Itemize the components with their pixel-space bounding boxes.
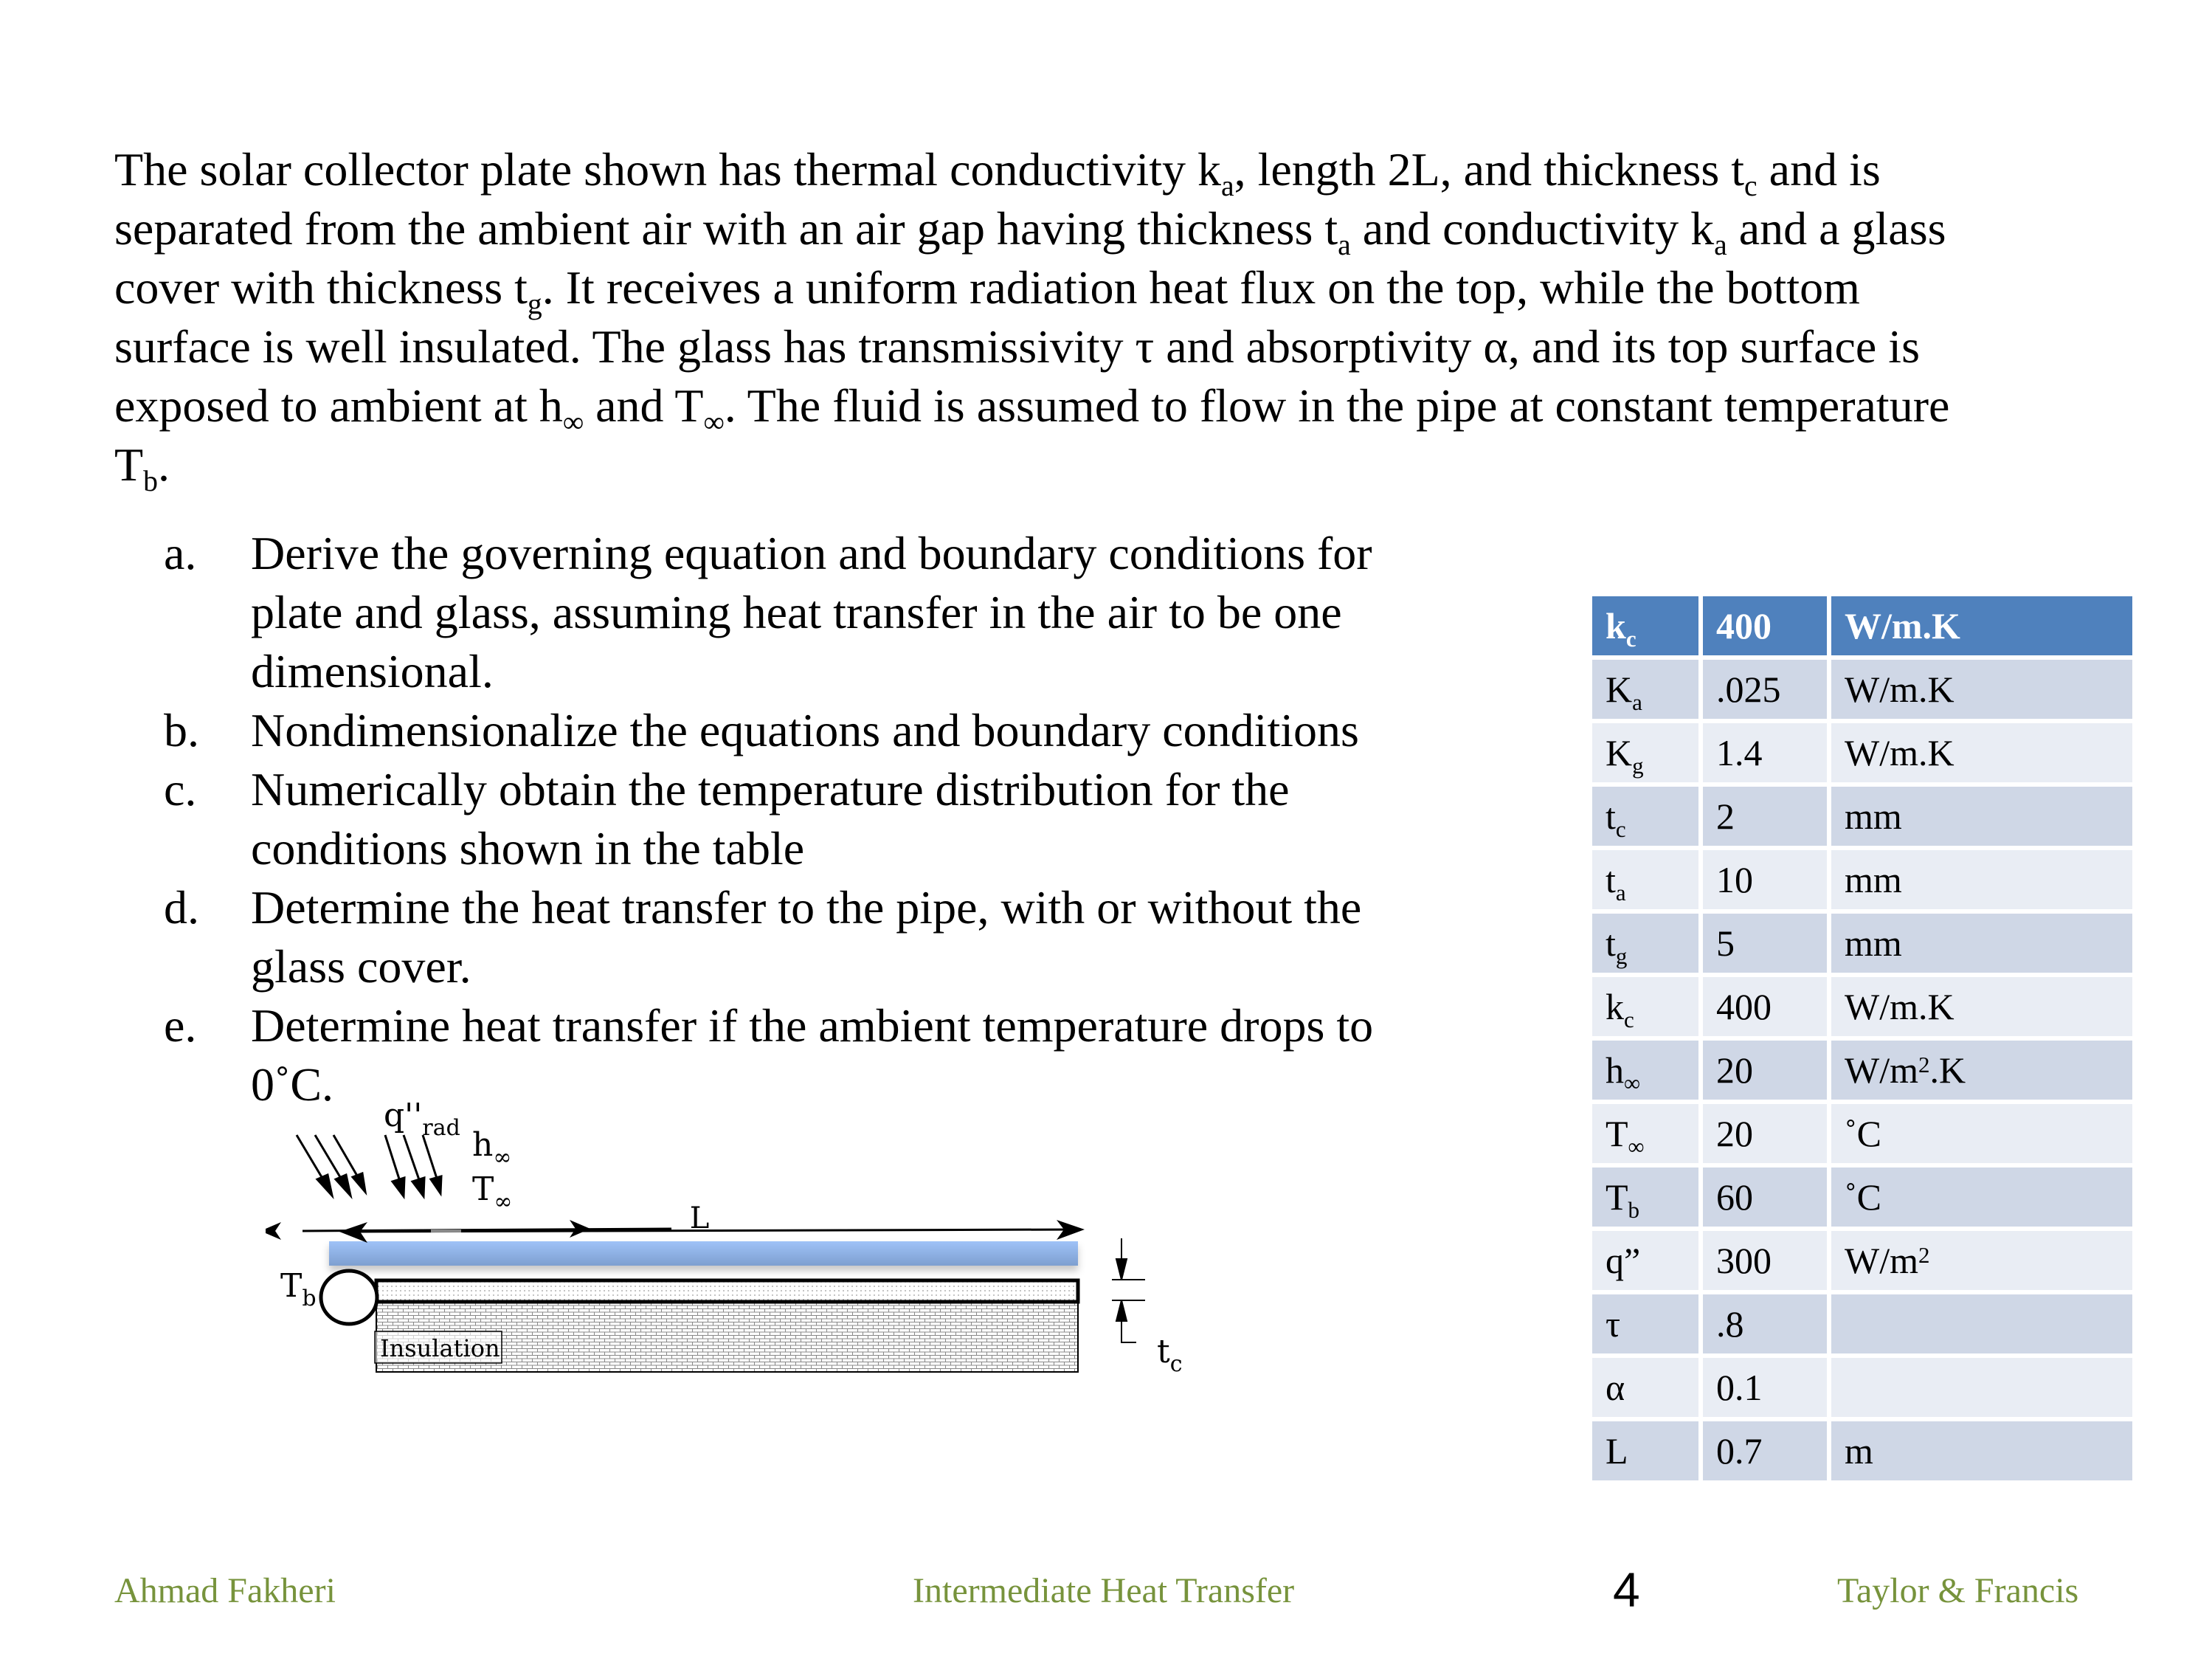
task-marker: b. [164, 704, 199, 756]
subscript: a [1221, 169, 1234, 202]
parameter-unit: mm [1831, 850, 2132, 914]
parameter-value: 300 [1703, 1231, 1827, 1294]
task-marker: a. [164, 527, 197, 579]
task-marker: e. [164, 999, 197, 1052]
thickness-label: $t_c$ [1157, 1333, 1183, 1377]
task-text: 0˚C. [251, 1058, 333, 1111]
parameter-symbol: $t_g$ [1592, 914, 1698, 977]
footer-author: Ahmad Fakheri [114, 1571, 336, 1610]
parameter-value: 20 [1703, 1104, 1827, 1167]
table-row [1592, 1104, 2132, 1167]
thickness-dimension-icon [1112, 1238, 1145, 1342]
parameter-unit: mm [1831, 914, 2132, 977]
parameter-symbol: $T_\infty$ [1592, 1104, 1698, 1167]
parameter-unit: W/m.K [1831, 977, 2132, 1041]
parameter-value: 400 [1703, 977, 1827, 1041]
parameter-value: 5 [1703, 914, 1827, 977]
problem-line: The solar collector plate shown has thermal conductivity $k_a$, length 2L, and thickness $t_c$ and is [114, 143, 1881, 202]
table-row [1592, 660, 2132, 723]
parameter-unit: W/m.K [1831, 723, 2132, 787]
table-row [1592, 787, 2132, 850]
table-row [1592, 1167, 2132, 1231]
task-text: Derive the governing equation and boundary conditions for [251, 527, 1372, 579]
parameter-symbol: $K_g$ [1592, 723, 1698, 787]
problem-line: cover with thickness $t_g$. It receives a uniform radiation heat flux on the top, while the bottom [114, 261, 1860, 320]
parameter-symbol: $T_b$ [1592, 1167, 1698, 1231]
problem-line: separated from the ambient air with an air gap having thickness $t_a$ and conductivity $k_a$ and a glass [114, 202, 1946, 261]
parameter-symbol: $t_c$ [1592, 787, 1698, 850]
task-item [164, 524, 1462, 701]
parameter-value: .025 [1703, 660, 1827, 723]
task-item [164, 878, 1462, 996]
task-marker: d. [164, 881, 199, 934]
parameter-value: .8 [1703, 1294, 1827, 1358]
h-infinity-label: $h_\infty$ [472, 1126, 512, 1170]
parameter-unit: $W/m^2.K$ [1831, 1041, 2132, 1104]
subscript: ∞ [562, 405, 584, 438]
parameter-symbol: τ [1592, 1294, 1698, 1358]
glass-cover [329, 1241, 1078, 1266]
page-number: 4 [1613, 1562, 1640, 1617]
table-row [1592, 1358, 2132, 1421]
parameter-unit: $W/m^2$ [1831, 1231, 2132, 1294]
parameter-unit: W/m.K [1831, 596, 2132, 660]
parameter-symbol: $k_c$ [1592, 596, 1698, 660]
parameter-symbol: $t_a$ [1592, 850, 1698, 914]
parameter-unit [1831, 1294, 2132, 1358]
subscript: a [1338, 228, 1351, 261]
task-text: Determine heat transfer if the ambient temperature drops to [251, 999, 1374, 1052]
parameter-symbol: $K_a$ [1592, 660, 1698, 723]
parameters-table [1588, 596, 2137, 1485]
parameter-value: 60 [1703, 1167, 1827, 1231]
table-row [1592, 723, 2132, 787]
length-label: L [689, 1201, 710, 1235]
table-row [1592, 1421, 2132, 1485]
task-item [164, 760, 1462, 878]
task-text: glass cover. [251, 940, 471, 993]
task-text: Determine the heat transfer to the pipe, with or without the [251, 881, 1362, 934]
problem-line: exposed to ambient at $h_\infty$ and $T_\infty$. The fluid is assumed to flow in the pipe at constant temperature [114, 379, 1950, 438]
task-marker: c. [164, 763, 197, 815]
length-arrow-icon [339, 1220, 1085, 1243]
table-row [1592, 977, 2132, 1041]
pipe-icon [321, 1271, 377, 1324]
problem-line: surface is well insulated. The glass has transmissivity τ and absorptivity α, and its top surface is [114, 320, 1920, 373]
subscript: ∞ [703, 405, 725, 438]
parameter-symbol: q” [1592, 1231, 1698, 1294]
task-item [164, 701, 1462, 760]
parameter-value: 10 [1703, 850, 1827, 914]
parameter-value: 20 [1703, 1041, 1827, 1104]
subscript: b [143, 464, 158, 497]
parameter-unit: ˚C [1831, 1167, 2132, 1231]
task-list [164, 524, 1462, 1114]
problem-line: $T_b$. [114, 438, 170, 497]
problem-statement [114, 140, 2106, 497]
parameter-unit: ˚C [1831, 1104, 2132, 1167]
parameter-value: 0.7 [1703, 1421, 1827, 1485]
subscript: a [1714, 228, 1727, 261]
parameter-symbol: $k_c$ [1592, 977, 1698, 1041]
task-text: dimensional. [251, 645, 494, 697]
parameter-symbol: $h_\infty$ [1592, 1041, 1698, 1104]
q-rad-label: $q''_{rad}$ [384, 1097, 460, 1141]
table-row [1592, 1231, 2132, 1294]
task-text: conditions shown in the table [251, 822, 805, 875]
parameter-value: 1.4 [1703, 723, 1827, 787]
solar-collector-drawing [266, 1077, 1240, 1402]
task-text: Nondimensionalize the equations and boundary conditions [251, 704, 1359, 756]
table-row [1592, 914, 2132, 977]
pipe-temperature-label: $T_b$ [280, 1267, 317, 1311]
parameter-value: 2 [1703, 787, 1827, 850]
t-infinity-label: $T_\infty$ [472, 1170, 513, 1215]
table-row [1592, 1041, 2132, 1104]
subscript: g [527, 287, 542, 320]
parameter-unit [1831, 1358, 2132, 1421]
task-text: plate and glass, assuming heat transfer in the air to be one [251, 586, 1342, 638]
collector-plate [376, 1280, 1078, 1302]
parameter-unit: m [1831, 1421, 2132, 1485]
task-text: Numerically obtain the temperature distribution for the [251, 763, 1290, 815]
parameter-unit: W/m.K [1831, 660, 2132, 723]
parameter-value: 400 [1703, 596, 1827, 660]
parameter-value: 0.1 [1703, 1358, 1827, 1421]
footer-publisher: Taylor & Francis [1837, 1571, 2079, 1610]
radiation-arrows-icon [385, 1135, 441, 1196]
parameter-symbol: L [1592, 1421, 1698, 1485]
table-row [1592, 850, 2132, 914]
table-row [1592, 1294, 2132, 1358]
footer-course: Intermediate Heat Transfer [913, 1571, 1295, 1610]
table-header-row [1592, 596, 2132, 660]
subscript: c [1744, 169, 1757, 202]
parameter-unit: mm [1831, 787, 2132, 850]
parameter-symbol: α [1592, 1358, 1698, 1421]
insulation-label: Insulation [380, 1334, 500, 1362]
